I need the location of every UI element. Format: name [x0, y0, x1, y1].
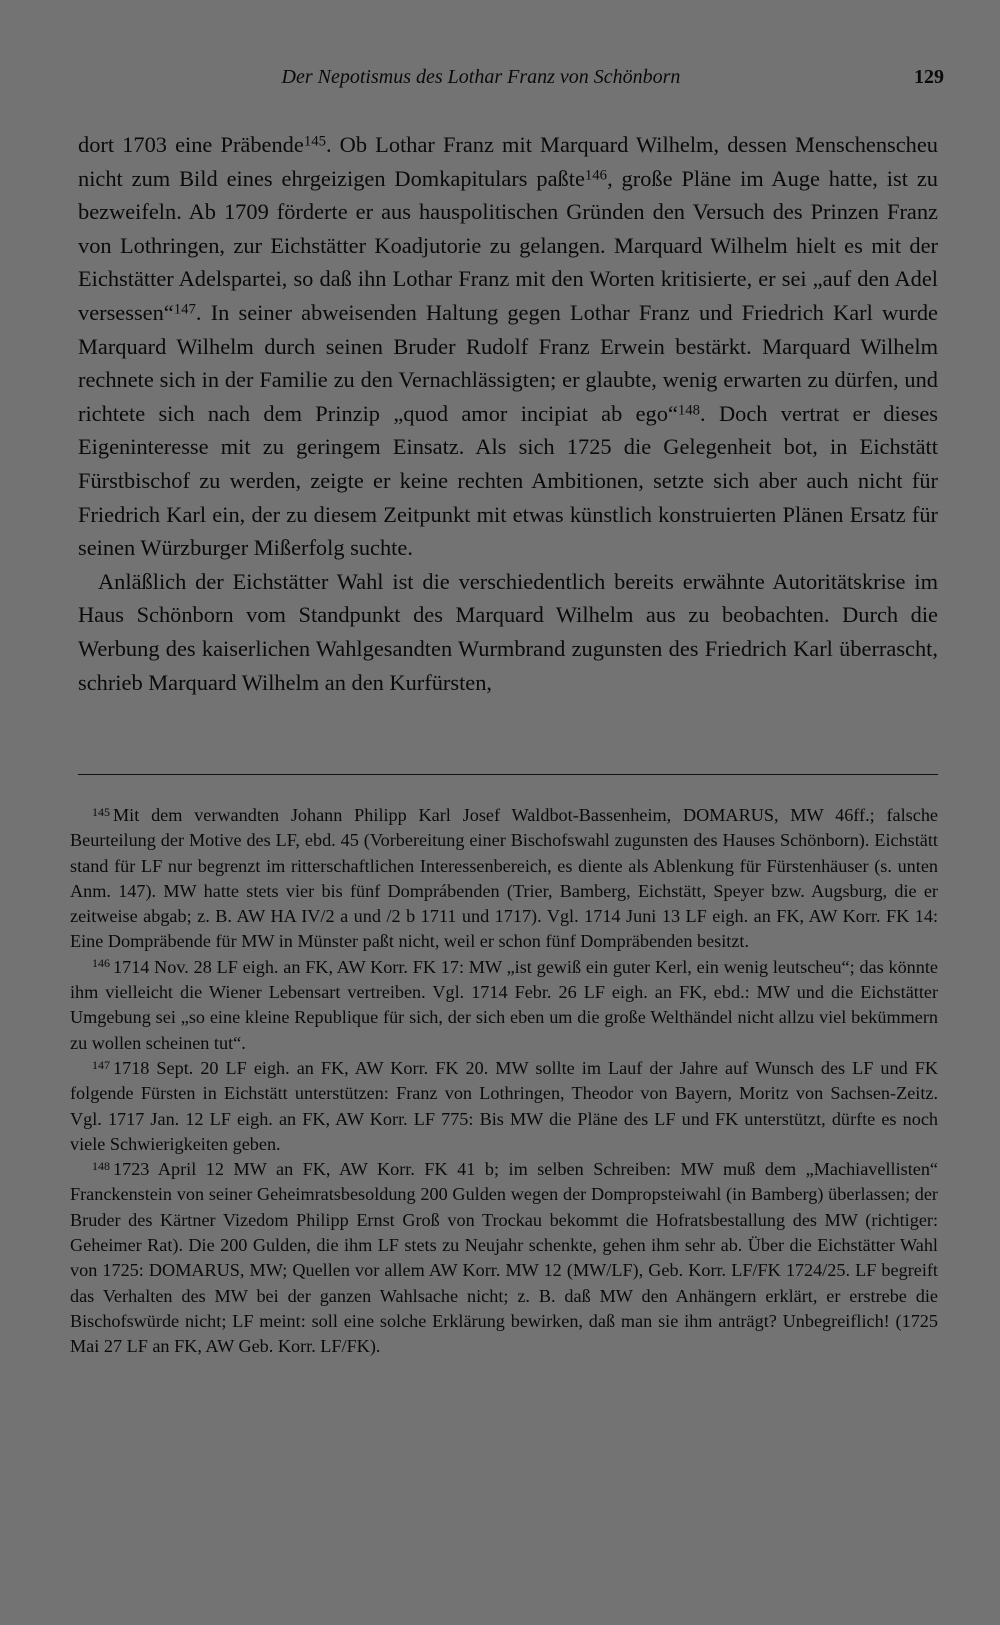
- footnote-text: 1723 April 12 MW an FK, AW Korr. FK 41 b; im selben Schreiben: MW muß dem „Machiavellisten“ Franckenstein von seiner Geheimratsbesoldung 200 Gulden wegen der Dompropsteiwahl (in Bamberg) überlassen; der Bruder des Kärtner Vizedom Philipp Ernst Groß von Trockau bekommt die Hofratsbestallung des MW (richtiger: Geheimer Rat). Die 200 Gulden, die ihm LF stets zu Neujahr schenkte, gehen ihm sehr ab. Über die Eichstätter Wahl von 1725: DOMARUS, MW; Quellen vor allem AW Korr. MW 12 (MW/LF), Geb. Korr. LF/FK 1724/25. LF begreift das Verhalten des MW bei der ganzen Wahlsache nicht; z. B. daß MW den Anhängern erklärt, er erstrebe die Bischofswürde nicht; LF meint: soll eine solche Erklärung bewirken, daß man sie ihm anträgt? Unbegreiflich! (1725 Mai 27 LF an FK, AW Geb. Korr. LF/FK).: [70, 1159, 938, 1357]
- text-segment: dort 1703 eine Präbende: [78, 132, 304, 157]
- paragraph-1: [78, 128, 938, 565]
- text-segment: Anläßlich der Eichstätter Wahl ist die verschiedentlich bereits erwähnte Autoritätskrise im Haus Schönborn vom Standpunkt des Marquard Wilhelm aus zu beobachten. Durch die Werbung des kaiserlichen Wahlgesandten Wurmbrand zugunsten des Friedrich Karl überrascht, schrieb Marquard Wilhelm an den Kurfürsten,: [78, 568, 938, 695]
- running-head: [78, 64, 944, 94]
- paragraph-2: [78, 565, 938, 699]
- footnote-148: [70, 1157, 938, 1359]
- footnote-number: 145: [92, 804, 110, 819]
- footnotes: [70, 803, 938, 1360]
- footnote-text: 1718 Sept. 20 LF eigh. an FK, AW Korr. FK 20. MW sollte im Lauf der Jahre auf Wunsch des LF und FK folgende Fürsten in Eichstätt unterstützen: Franz von Lothringen, Theodor von Bayern, Moritz von Sachsen-Zeitz. Vgl. 1717 Jan. 12 LF eigh. an FK, AW Korr. LF 775: Bis MW die Pläne des LF und FK unterstützt, dürfte es noch viele Schwierigkeiten geben.: [70, 1057, 938, 1154]
- footnote-text: 1714 Nov. 28 LF eigh. an FK, AW Korr. FK 17: MW „ist gewiß ein guter Kerl, ein wenig leutscheu“; das könnte ihm vielleicht die Wiener Lebensart vertreiben. Vgl. 1714 Febr. 26 LF eigh. an FK, ebd.: MW und die Eichstätter Umgebung sei „so eine kleine Republique für sich, der sich eben um die große Welthändel nicht allzu viel bekümmern zu wollen scheinen tut“.: [70, 956, 938, 1053]
- footnote-number: 148: [92, 1158, 110, 1173]
- text-segment: . In seiner abweisenden Haltung gegen Lothar Franz und Friedrich Karl wurde Marquard Wilhelm durch seinen Bruder Rudolf Franz Erwein bestärkt. Marquard Wilhelm rechnete sich in der Familie zu den Vernachlässigten; er glaubte, wenig erwarten zu dürfen, und richtete sich nach dem Prinzip „quod amor incipiat ab ego“: [78, 299, 938, 426]
- text-segment: . Ob Lothar Franz mit Marquard Wilhelm, dessen Menschenscheu nicht zum Bild eines ehrgeizigen Domkapitulars paßte: [78, 132, 939, 191]
- main-text: [78, 128, 938, 699]
- footnote-number: 146: [92, 956, 110, 971]
- footnote-147: [70, 1056, 938, 1157]
- running-title: Der Nepotismus des Lothar Franz von Schönborn: [281, 66, 681, 88]
- text-segment: . Doch vertrat er dieses Eigeninteresse mit zu geringem Einsatz. Als sich 1725 die Gelegenheit bot, in Eichstätt Fürstbischof zu werden, zeigte er keine rechten Ambitionen, setzte sich aber auch nicht für Friedrich Karl ein, der zu diesem Zeitpunkt mit etwas künstlich konstruierten Plänen Ersatz für seinen Würzburger Mißerfolg suchte.: [78, 400, 938, 561]
- footnote-ref-145: 145: [303, 133, 326, 150]
- footnote-separator: [78, 774, 938, 775]
- footnote-number: 147: [92, 1057, 110, 1072]
- footnote-146: [70, 955, 938, 1056]
- footnote-ref-146: 146: [584, 166, 608, 183]
- footnote-ref-147: 147: [173, 301, 196, 318]
- page-number: 129: [914, 66, 944, 88]
- footnote-text: Mit dem verwandten Johann Philipp Karl Josef Waldbot-Bassenheim, DOMARUS, MW 46ff.; falsche Beurteilung der Motive des LF, ebd. 45 (Vorbereitung einer Bischofswahl zugunsten des Hauses Schönborn). Eichstätt stand für LF nur begrenzt im ritterschaftlichen Interessenbereich, es diente als Ablenkung für Fürstenhäuser (s. unten Anm. 147). MW hatte stets vier bis fünf Domprábenden (Trier, Bamberg, Eichstätt, Speyer bzw. Augsburg, die er zeitweise abgab; z. B. AW HA IV/2 a und /2 b 1711 und 1717). Vgl. 1714 Juni 13 LF eigh. an FK, AW Korr. FK 14: Eine Dompräbende für MW in Münster paßt nicht, weil er schon fünf Dompräbenden besitzt.: [70, 805, 938, 952]
- footnote-145: [70, 803, 938, 955]
- text-segment: , große Pläne im Auge hatte, ist zu bezweifeln. Ab 1709 förderte er aus hauspolitischen Gründen den Versuch des Prinzen Franz von Lothringen, zur Eichstätter Koadjutorie zu gelangen. Marquard Wilhelm hielt es mit der Eichstätter Adelspartei, so daß ihn Lothar Franz mit den Worten kritisierte, er sei „auf den Adel versessen“: [78, 165, 938, 325]
- footnote-ref-148: 148: [677, 402, 701, 419]
